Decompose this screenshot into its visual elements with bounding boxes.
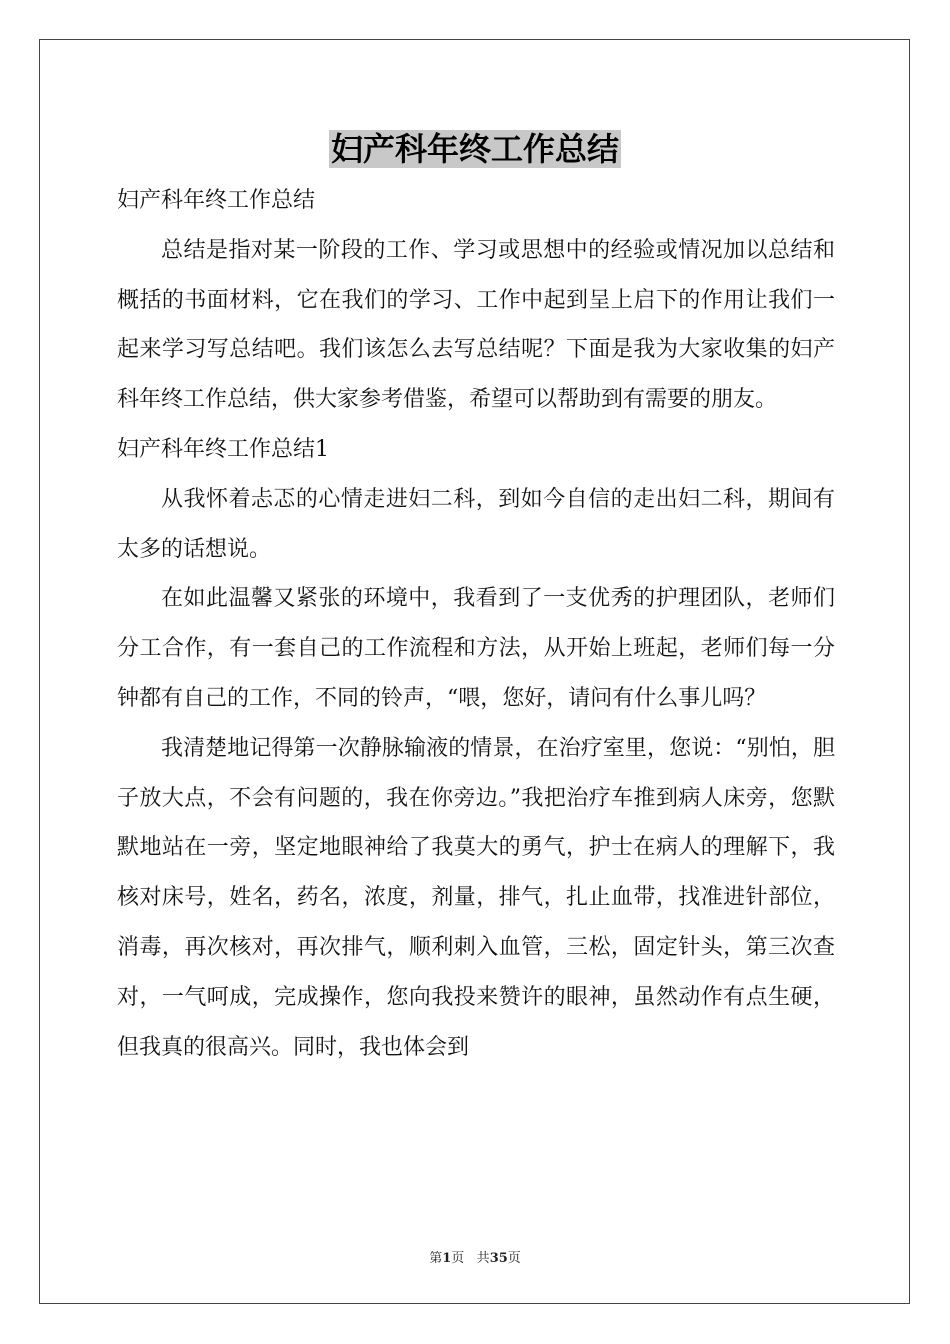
page-number: 1: [442, 1251, 452, 1266]
document-body: [117, 176, 835, 1072]
paragraph-body: 我清楚地记得第一次静脉输液的情景，在治疗室里，您说：“别怕，胆子放大点，不会有问题的，我在你旁边。”我把治疗车推到病人床旁，您默默地站在一旁，坚定地眼神给了我莫大的勇气，护士在病人的理解下，我核对床号，姓名，药名，浓度，剂量，排气，扎止血带，找准进针部位，消毒，再次核对，再次排气，顺利刺入血管，三松，固定针头，第三次查对，一气呵成，完成操作，您向我投来赞许的眼神，虽然动作有点生硬，但我真的很高兴。同时，我也体会到: [117, 735, 835, 1060]
paragraph-body: 在如此温馨又紧张的环境中，我看到了一支优秀的护理团队，老师们分工合作，有一套自己的工作流程和方法，从开始上班起，老师们每一分钟都有自己的工作，不同的铃声，“喂，您好，请问有什么事儿吗？: [117, 586, 835, 711]
page-suffix: 页: [451, 1251, 465, 1266]
paragraph-intro: 总结是指对某一阶段的工作、学习或思想中的经验或情况加以总结和概括的书面材料，它在我们的学习、工作中起到呈上启下的作用让我们一起来学习写总结吧。我们该怎么去写总结呢？下面是我为大家收集的妇产科年终工作总结，供大家参考借鉴，希望可以帮助到有需要的朋友。: [117, 237, 835, 413]
document-title-text: 妇产科年终工作总结: [330, 130, 619, 168]
total-suffix: 页: [507, 1251, 521, 1266]
page-prefix: 第: [429, 1251, 443, 1266]
total-pages: 35: [489, 1251, 508, 1266]
total-prefix: 共: [476, 1251, 490, 1266]
document-title: [0, 126, 950, 172]
paragraph-section-heading: 妇产科年终工作总结1: [117, 436, 329, 462]
page-footer: [0, 1247, 950, 1266]
paragraph-body: 从我怀着忐忑的心情走进妇二科，到如今自信的走出妇二科，期间有太多的话想说。: [117, 486, 835, 562]
paragraph-subtitle: 妇产科年终工作总结: [117, 188, 316, 213]
